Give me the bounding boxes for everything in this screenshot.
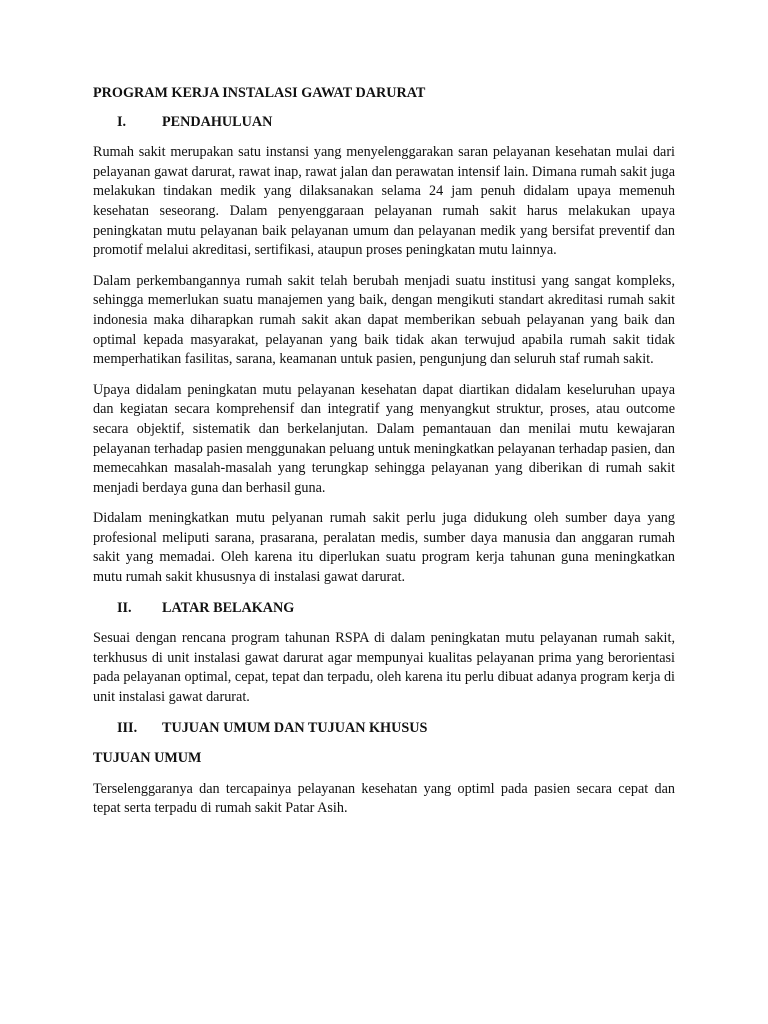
subheading-tujuan-umum: TUJUAN UMUM [93, 750, 202, 767]
section-title: LATAR BELAKANG [162, 599, 295, 616]
section-title: PENDAHULUAN [162, 113, 273, 130]
section-title: TUJUAN UMUM DAN TUJUAN KHUSUS [162, 719, 428, 736]
document-title: PROGRAM KERJA INSTALASI GAWAT DARURAT [93, 85, 426, 101]
document-page [93, 84, 675, 830]
paragraph: Sesuai dengan rencana program tahunan RSPA di dalam peningkatan mutu pelayanan rumah sakit, terkhusus di unit instalasi gawat darurat agar mempunyai kualitas pelayanan prima yang berorientasi pada pelayanan optimal, cepat, tepat dan terpadu, oleh karena itu perlu dibuat adanya program kerja di unit instalasi gawat darurat. [93, 630, 675, 706]
paragraph: Didalam meningkatkan mutu pelyanan rumah sakit perlu juga didukung oleh sumber daya yang profesional meliputi sarana, prasarana, peralatan medis, sumber daya manusia dan anggaran rumah sakit yang memadai. Oleh karena itu diperlukan suatu program kerja tahunan guna meningkatkan mutu rumah sakit khususnya di instalasi gawat darurat. [93, 510, 675, 586]
section-number: III. [117, 719, 138, 736]
paragraph: Terselenggaranya dan tercapainya pelayanan kesehatan yang optiml pada pasien secara cepat dan tepat serta terpadu di rumah sakit Patar Asih. [93, 780, 675, 817]
section-number: II. [117, 599, 132, 616]
section-heading-pendahuluan [93, 113, 675, 133]
section-heading-tujuan [93, 719, 675, 739]
paragraph: Rumah sakit merupakan satu instansi yang menyelenggarakan saran pelayanan kesehatan mulai dari pelayanan gawat darurat, rawat inap, rawat jalan dan perawatan intensif lain. Dimana rumah sakit juga melakukan tindakan medik yang dilaksanakan selama 24 jam penuh didalam upaya memenuh kesehatan seseorang. Dalam penyenggaraan pelayanan rumah sakit harus melakukan upaya peningkatan mutu pelayanan baik pelayanan umum dan pelayanan medik yang bersifat preventif dan promotif melalui akreditasi, sertifikasi, ataupun proses peningkatan mutu lainnya. [93, 144, 675, 259]
paragraph: Dalam perkembangannya rumah sakit telah berubah menjadi suatu institusi yang sangat kompleks, sehingga memerlukan suatu manajemen yang baik, dengan mengikuti standart akreditasi rumah sakit indonesia maka diharapkan rumah sakit akan dapat memberikan sebuah pelayanan yang baik dan optimal kepada masyarakat, pelayanan yang baik tidak akan terwujud apabila rumah sakit tidak memperhatikan fasilitas, sarana, keamanan untuk pasien, pengunjung dan seluruh staf rumah sakit. [93, 272, 675, 368]
section-heading-latar-belakang [93, 599, 675, 619]
section-number: I. [117, 113, 127, 130]
paragraph: Upaya didalam peningkatan mutu pelayanan kesehatan dapat diartikan didalam keseluruhan upaya dan kegiatan secara komprehensif dan integratif yang menyangkut struktur, proses, atau outcome secara objektif, sistematik dan berkelanjutan. Dalam pemantauan dan menilai mutu kewajaran pelayanan terhadap pasien menggunakan peluang untuk meningkatkan pelayanan terhadap pasien, dan memecahkan masalah-masalah yang terungkap sehingga pelayanan yang diberikan di rumah sakit menjadi berdaya guna dan berhasil guna. [93, 381, 675, 496]
